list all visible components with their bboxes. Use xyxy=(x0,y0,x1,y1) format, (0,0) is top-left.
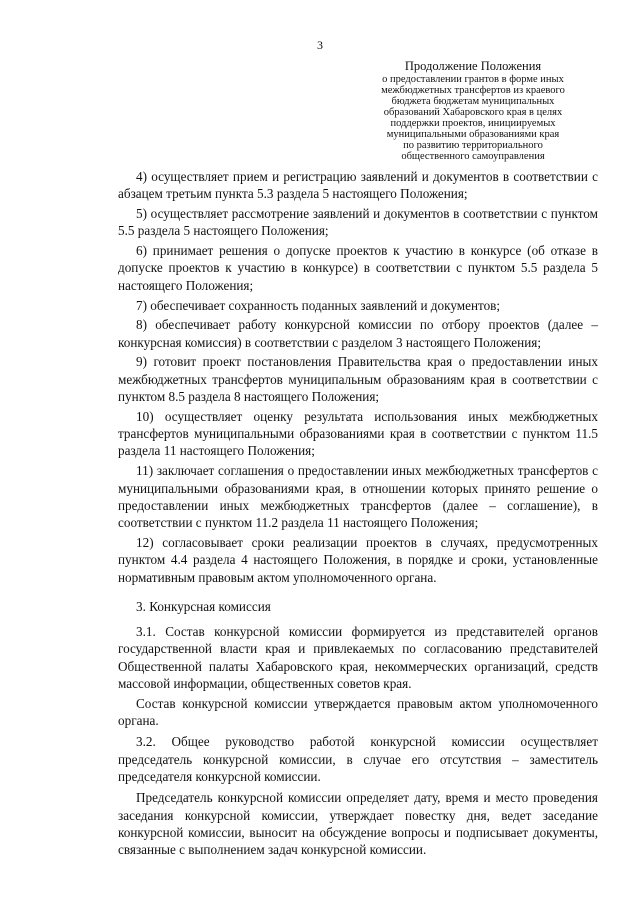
list-item-8: 8) обеспечивает работу конкурсной комиссии по отбору проектов (далее – конкурсная комиссия) в соответствии с разделом 3 настоящего Положения; xyxy=(118,317,598,350)
section-paragraph-chairman: Председатель конкурсной комиссии определяет дату, время и место проведения заседания конкурсной комиссии, утверждает повестку дня, ведет заседание конкурсной комиссии, выносит на обсуждение вопросы и подписывает документы, связанные с выполнением задач конкурсной комиссии. xyxy=(118,790,598,858)
list-item-11: 11) заключает соглашения о предоставлении иных межбюджетных трансфертов с муниципальными образованиями края, в отношении которых принято решение о предоставлении иных межбюджетных трансфертов (далее – соглашение), в соответствии с пунктом 11.2 раздела 11 настоящего Положения; xyxy=(118,463,598,531)
section-paragraph-3-1: 3.1. Состав конкурсной комиссии формируется из представителей органов государственной власти края и привлекаемых по согласованию представителей Общественной палаты Хабаровского края, некоммерческих организаций, средств массовой информации, общественных советов края. xyxy=(118,624,598,692)
document-continuation-header xyxy=(348,58,598,162)
header-title: Продолжение Положения xyxy=(404,59,542,73)
header-line: муниципальными образованиями края xyxy=(386,129,560,140)
header-line: о предоставлении грантов в форме иных xyxy=(382,74,564,85)
list-item-10: 10) осуществляет оценку результата использования иных межбюджетных трансфертов муниципальными образованиями края в соответствии с пунктом 11.5 раздела 11 настоящего Положения; xyxy=(118,408,598,459)
header-line: образований Хабаровского края в целях xyxy=(383,107,563,118)
header-line: общественного самоуправления xyxy=(401,151,545,162)
section-paragraph-3-2: 3.2. Общее руководство работой конкурсной комиссии осуществляет председатель конкурсной комиссии, в случае его отсутствия – заместитель председателя конкурсной комиссии. xyxy=(118,734,598,784)
header-line: бюджета бюджетам муниципальных xyxy=(391,96,555,107)
header-line: межбюджетных трансфертов из краевого xyxy=(381,85,565,96)
list-item-12: 12) согласовывает сроки реализации проектов в случаях, предусмотренных пунктом 4.4 раздела 4 настоящего Положения, в порядке и сроки, установленные нормативным правовым актом уполномоченного органа. xyxy=(118,534,598,585)
section-paragraph-composition: Состав конкурсной комиссии утверждается правовым актом уполномоченного органа. xyxy=(118,695,598,729)
list-item-4: 4) осуществляет прием и регистрацию заявлений и документов в соответствии с абзацем третьим пункта 5.3 раздела 5 настоящего Положения; xyxy=(118,169,598,202)
section-heading: 3. Конкурсная комиссия xyxy=(136,598,271,614)
list-item-6: 6) принимает решения о допуске проектов к участию в конкурсе (об отказе в допуске проектов к участию в конкурсе) в соответствии с пунктом 5.5 раздела 5 настоящего Положения; xyxy=(118,243,598,293)
list-item-5: 5) осуществляет рассмотрение заявлений и документов в соответствии с пунктом 5.5 раздела 5 настоящего Положения; xyxy=(118,206,598,239)
document-body xyxy=(118,168,598,861)
header-line: поддержки проектов, инициируемых xyxy=(390,118,556,129)
list-item-9: 9) готовит проект постановления Правительства края о предоставлении иных межбюджетных трансфертов муниципальным образованиям края в соответствии с пунктом 8.5 раздела 8 настоящего Положения; xyxy=(118,354,598,405)
header-line: по развитию территориального xyxy=(403,140,543,151)
list-item-7: 7) обеспечивает сохранность поданных заявлений и документов; xyxy=(136,297,501,313)
page-number: 3 xyxy=(317,38,323,52)
